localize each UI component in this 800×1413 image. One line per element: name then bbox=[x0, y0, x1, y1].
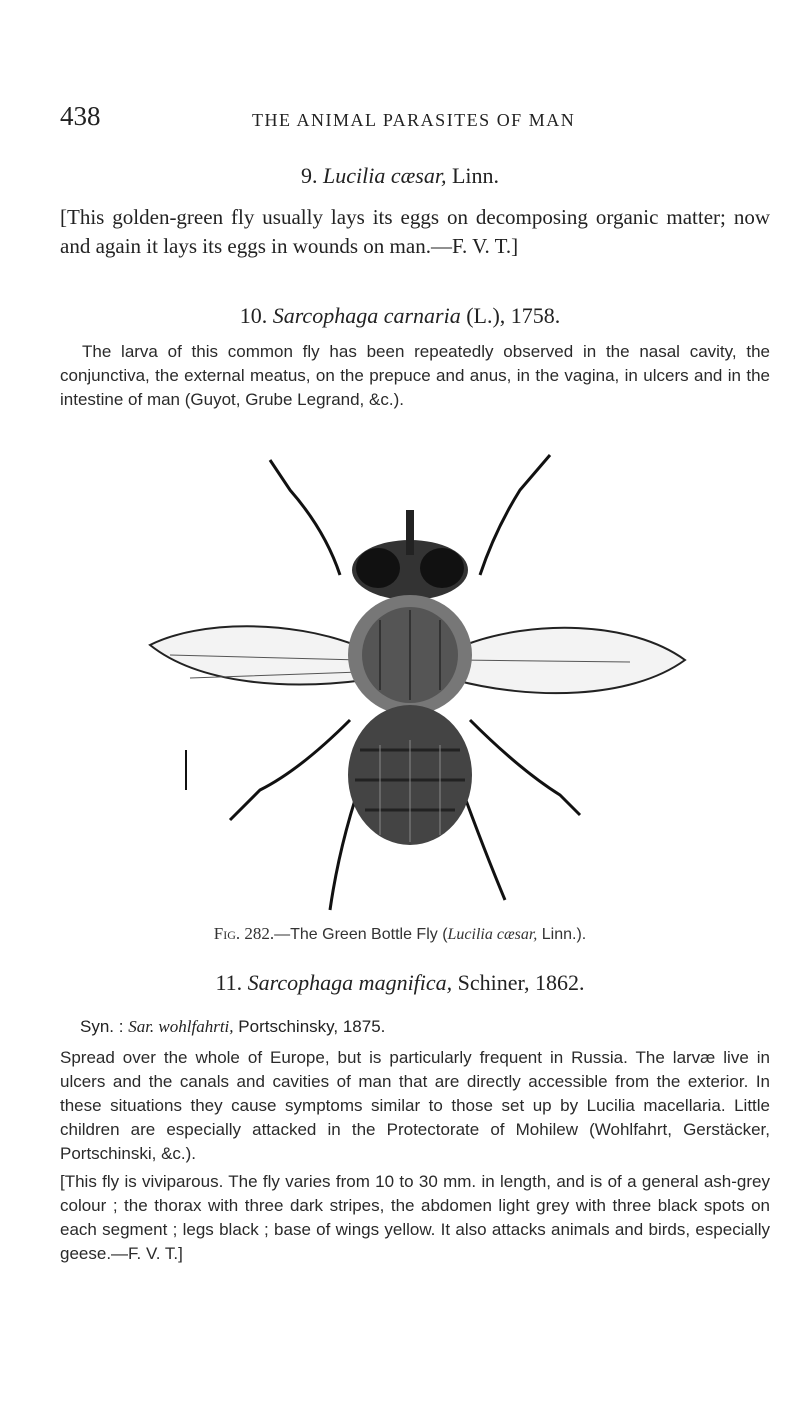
syn-label: Syn. : bbox=[80, 1017, 124, 1036]
section-number: 10. bbox=[239, 303, 268, 328]
section-11-text: Spread over the whole of Europe, but is particularly frequent in Russia. The larvæ live in ulcers and the canals and cavities of man that are directly accessible from the exterior. In these situations they cause symptoms similar to those set up by Lucilia macellaria. Little children are especially attacked in the Protectorate of Mohilew (Wohlfahrt, Gerstäcker, Portschinski, &c.). bbox=[60, 1048, 770, 1163]
species-author: (L.), 1758. bbox=[466, 303, 561, 328]
section-10-heading bbox=[0, 303, 800, 329]
section-11-heading bbox=[0, 970, 800, 996]
page-number: 438 bbox=[60, 101, 101, 131]
section-number: 9. bbox=[300, 163, 318, 188]
section-9-note: [This golden-green fly usually lays its eggs on decomposing organic matter; now and again it lays its eggs in wounds on man.—F. V. T.] bbox=[60, 205, 770, 258]
section-9-heading bbox=[0, 163, 800, 189]
section-11-note: [This fly is viviparous. The fly varies from 10 to 30 mm. in length, and is of a general ash-grey colour ; the thorax with three dark stripes, the abdomen light grey with three black spots on each segment ; legs black ; base of wings yellow. It also attacks animals and birds, especially geese.—F. V. T.] bbox=[60, 1172, 770, 1263]
caption-end: Linn.). bbox=[537, 926, 587, 943]
running-head: THE ANIMAL PARASITES OF MAN bbox=[252, 110, 576, 130]
figure-caption bbox=[0, 924, 800, 944]
section-10-text: The larva of this common fly has been repeatedly observed in the nasal cavity, the conjunctiva, the external meatus, on the prepuce and anus, in the vagina, in ulcers and in the intestine of man (Guyot, Grube Legrand, &c.). bbox=[60, 342, 770, 409]
species-name: Lucilia cæsar, bbox=[322, 163, 447, 188]
species-author: Schiner, 1862. bbox=[457, 970, 585, 995]
syn-name: Sar. wohlfahrti, bbox=[128, 1017, 234, 1036]
species-name: Sarcophaga magnifica, bbox=[247, 970, 453, 995]
fly-illustration bbox=[110, 450, 710, 920]
synonym-line bbox=[80, 1017, 385, 1037]
species-author: Linn. bbox=[451, 163, 500, 188]
section-number: 11. bbox=[215, 970, 243, 995]
syn-author: Portschinsky, 1875. bbox=[238, 1017, 386, 1036]
caption-species: Lucilia cæsar, bbox=[447, 926, 538, 943]
figure-label: Fig. 282. bbox=[213, 924, 275, 943]
caption-text: —The Green Bottle Fly ( bbox=[274, 926, 448, 943]
species-name: Sarcophaga carnaria bbox=[272, 303, 461, 328]
